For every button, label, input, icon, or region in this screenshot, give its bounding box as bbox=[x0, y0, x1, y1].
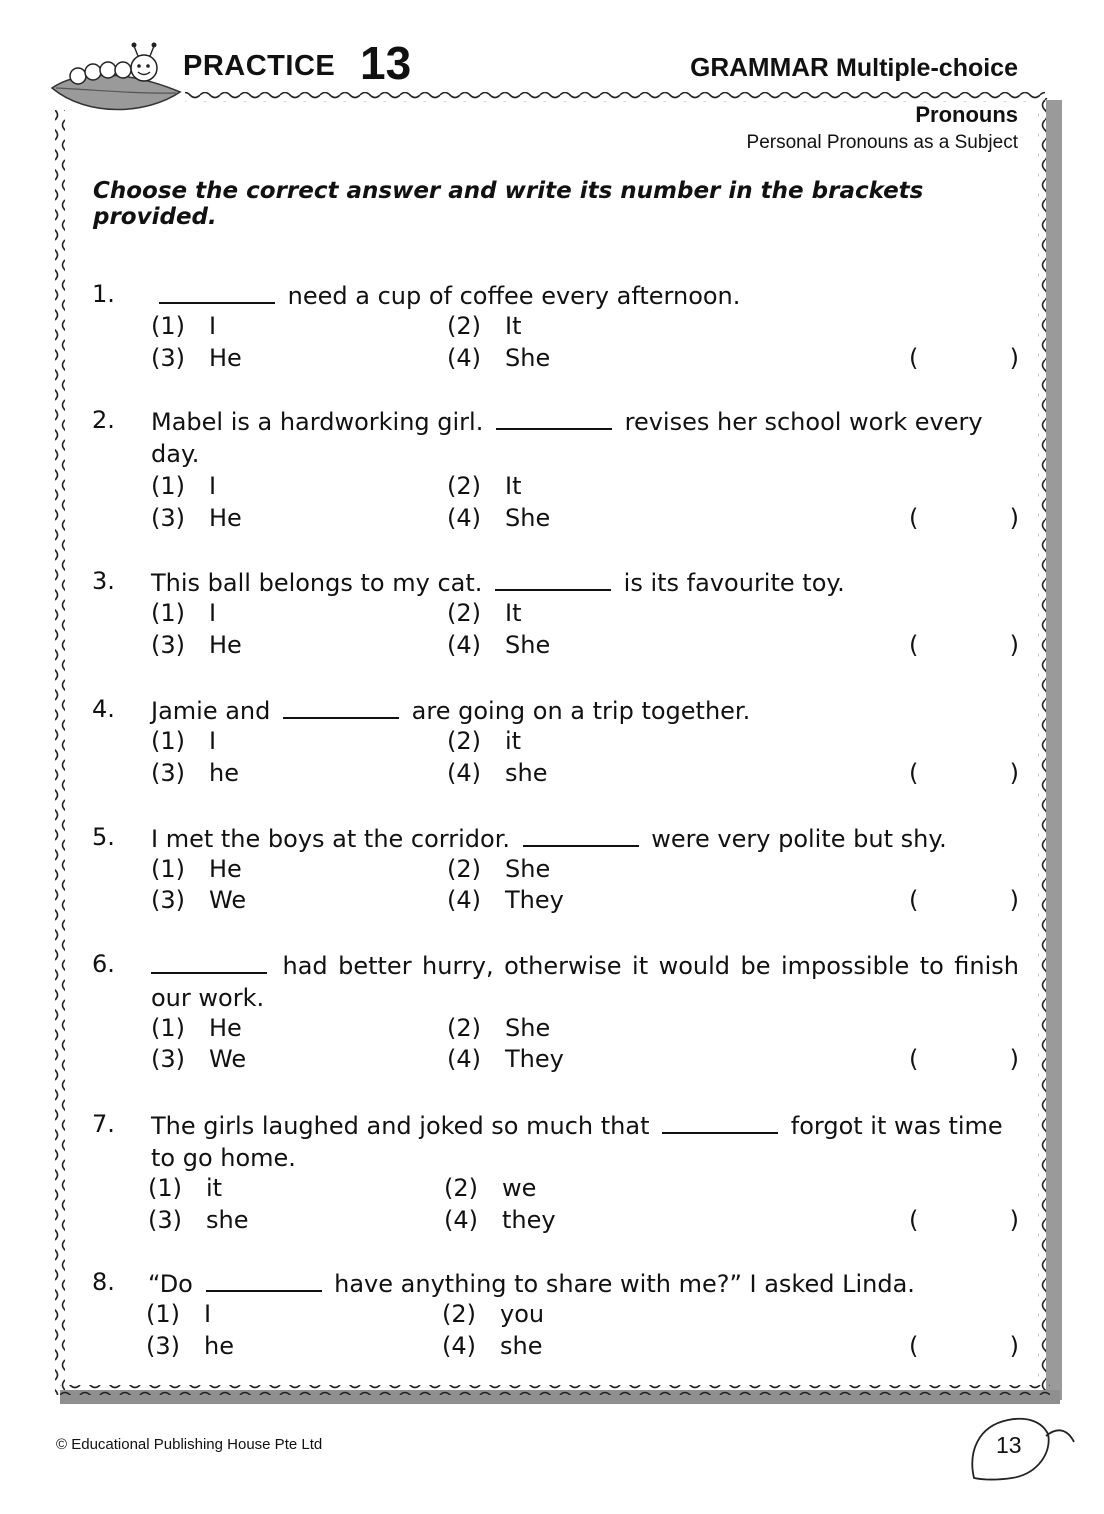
answer-bracket[interactable]: ( ) bbox=[909, 1045, 1019, 1073]
question-text-after: were very polite but shy. bbox=[651, 825, 947, 853]
option-3: (3) He bbox=[151, 344, 242, 372]
answer-bracket[interactable]: ( ) bbox=[909, 631, 1019, 659]
question-text bbox=[151, 1110, 1019, 1174]
answer-blank[interactable] bbox=[662, 1112, 778, 1134]
option-1: (1) I bbox=[146, 1300, 212, 1328]
answer-blank[interactable] bbox=[496, 408, 612, 430]
option-4: (4) they bbox=[444, 1206, 556, 1234]
question-text-after: have anything to share with me?” I asked Linda. bbox=[334, 1270, 915, 1298]
option-1: (1) I bbox=[151, 599, 217, 627]
topic-heading bbox=[747, 102, 1018, 154]
option-3: (3) he bbox=[151, 759, 239, 787]
question-text bbox=[151, 695, 1019, 727]
answer-blank[interactable] bbox=[523, 825, 639, 847]
option-1: (1) He bbox=[151, 855, 242, 883]
practice-number: 13 bbox=[360, 37, 412, 89]
answer-bracket[interactable]: ( ) bbox=[909, 1332, 1019, 1360]
leaf-icon bbox=[968, 1412, 1078, 1484]
question-number: 5. bbox=[92, 823, 115, 851]
question-text-before: “Do bbox=[148, 1270, 193, 1298]
option-3: (3) he bbox=[146, 1332, 234, 1360]
question-number: 3. bbox=[92, 567, 115, 595]
question-text-before: The girls laughed and joked so much that bbox=[151, 1112, 650, 1140]
question-number: 7. bbox=[92, 1110, 115, 1138]
option-2: (2) It bbox=[447, 599, 522, 627]
copyright-notice: © Educational Publishing House Pte Ltd bbox=[56, 1436, 323, 1453]
answer-bracket[interactable]: ( ) bbox=[909, 759, 1019, 787]
option-4: (4) She bbox=[447, 504, 551, 532]
page-number: 13 bbox=[996, 1432, 1022, 1458]
option-3: (3) He bbox=[151, 631, 242, 659]
option-2: (2) She bbox=[447, 1014, 551, 1042]
question-text bbox=[151, 567, 1019, 599]
option-4: (4) She bbox=[447, 344, 551, 372]
question-number: 6. bbox=[92, 950, 115, 978]
option-4: (4) she bbox=[447, 759, 548, 787]
question-text-before: Jamie and bbox=[151, 697, 271, 725]
option-1: (1) I bbox=[151, 472, 217, 500]
question-text-after: forgot it was time to go home. bbox=[151, 1112, 1003, 1172]
option-2: (2) we bbox=[444, 1174, 537, 1202]
question-text bbox=[151, 406, 1019, 470]
topic-subtitle: Personal Pronouns as a Subject bbox=[746, 132, 1018, 153]
question-text-before: This ball belongs to my cat. bbox=[151, 569, 483, 597]
question-number: 4. bbox=[92, 695, 115, 723]
option-3: (3) He bbox=[151, 504, 242, 532]
question-text-after: revises her school work every day. bbox=[151, 408, 983, 468]
question-number: 2. bbox=[92, 406, 115, 434]
instructions: Choose the correct answer and write its number in the brackets provided. bbox=[93, 178, 924, 230]
option-3: (3) she bbox=[148, 1206, 249, 1234]
question-text-before: I met the boys at the corridor. bbox=[151, 825, 510, 853]
option-2: (2) it bbox=[447, 727, 522, 755]
option-2: (2) It bbox=[447, 312, 522, 340]
option-1: (1) He bbox=[151, 1014, 242, 1042]
question-text bbox=[151, 950, 1019, 1014]
option-1: (1) I bbox=[151, 312, 217, 340]
answer-bracket[interactable]: ( ) bbox=[909, 886, 1019, 914]
answer-blank[interactable] bbox=[151, 952, 267, 974]
option-4: (4) she bbox=[442, 1332, 543, 1360]
answer-blank[interactable] bbox=[159, 282, 275, 304]
question-text bbox=[151, 823, 1019, 855]
answer-blank[interactable] bbox=[206, 1270, 322, 1292]
question-number: 8. bbox=[92, 1268, 115, 1296]
question-text-after: need a cup of coffee every afternoon. bbox=[287, 282, 741, 310]
option-3: (3) We bbox=[151, 886, 247, 914]
topic-title: Pronouns bbox=[915, 102, 1018, 127]
question-text-after: is its favourite toy. bbox=[623, 569, 845, 597]
option-1: (1) it bbox=[148, 1174, 223, 1202]
question-text bbox=[148, 1268, 1016, 1300]
option-1: (1) I bbox=[151, 727, 217, 755]
question-text-after: had better hurry, otherwise it would be impossible to finish our work. bbox=[151, 952, 1020, 1012]
option-4: (4) They bbox=[447, 1045, 564, 1073]
option-2: (2) you bbox=[442, 1300, 545, 1328]
practice-label: PRACTICE bbox=[183, 50, 336, 82]
answer-bracket[interactable]: ( ) bbox=[909, 504, 1019, 532]
option-2: (2) It bbox=[447, 472, 522, 500]
question-text-before: Mabel is a hardworking girl. bbox=[151, 408, 484, 436]
option-2: (2) She bbox=[447, 855, 551, 883]
question-text-after: are going on a trip together. bbox=[411, 697, 751, 725]
section-heading-rest: Multiple-choice bbox=[836, 54, 1018, 82]
question-text bbox=[151, 280, 1019, 312]
option-4: (4) They bbox=[447, 886, 564, 914]
option-4: (4) She bbox=[447, 631, 551, 659]
option-3: (3) We bbox=[151, 1045, 247, 1073]
answer-blank[interactable] bbox=[283, 697, 399, 719]
section-heading-bold: GRAMMAR bbox=[690, 52, 829, 82]
answer-bracket[interactable]: ( ) bbox=[909, 1206, 1019, 1234]
answer-bracket[interactable]: ( ) bbox=[909, 344, 1019, 372]
answer-blank[interactable] bbox=[495, 569, 611, 591]
question-number: 1. bbox=[92, 280, 115, 308]
